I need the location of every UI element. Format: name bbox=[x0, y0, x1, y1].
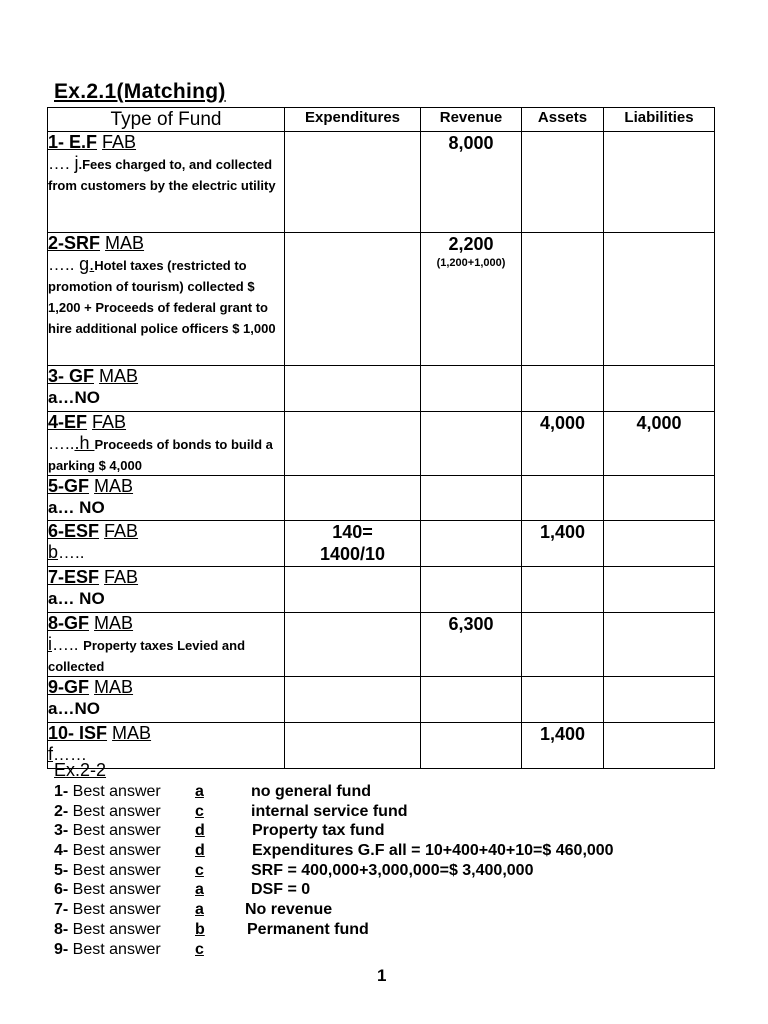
expenditures-cell bbox=[285, 677, 421, 723]
header-assets: Assets bbox=[522, 108, 604, 132]
liabilities-cell bbox=[604, 366, 715, 412]
answer-dots: ….. bbox=[52, 635, 84, 654]
assets-cell bbox=[522, 677, 604, 723]
answer-dots: ….. bbox=[58, 543, 85, 562]
revenue-value: 8,000 bbox=[448, 133, 494, 153]
assets-value: 1,400 bbox=[539, 522, 586, 542]
answer-text: Expenditures G.F all = 10+400+40+10=$ 460,000 bbox=[252, 842, 614, 860]
fund-description: Hotel taxes (restricted to promotion of tourism) collected $ 1,200 + Proceeds of federal grant to hire additional police officers $ 1,000 bbox=[48, 258, 276, 336]
expenditures-cell bbox=[285, 412, 421, 476]
answer-label: Best answer bbox=[68, 783, 161, 800]
answer-dots: ….. bbox=[48, 434, 75, 453]
fund-cell bbox=[48, 132, 285, 233]
header-liabilities: Liabilities bbox=[604, 108, 715, 132]
fund-answer bbox=[48, 153, 284, 195]
liabilities-cell bbox=[604, 521, 715, 567]
fund-cell bbox=[48, 567, 285, 613]
answer-text: no general fund bbox=[251, 783, 371, 800]
header-type-of-fund: Type of Fund bbox=[48, 108, 285, 132]
answer-number: 5- bbox=[54, 861, 69, 879]
answer-text: Permanent fund bbox=[247, 920, 369, 938]
fund-number: 2-SRF bbox=[48, 233, 101, 253]
answer-letter: d bbox=[195, 842, 205, 860]
fund-name bbox=[48, 723, 284, 744]
answer-letter: i bbox=[48, 634, 52, 654]
answer-label: Best answer bbox=[68, 822, 161, 840]
fund-class: MAB bbox=[112, 723, 152, 743]
fund-name bbox=[48, 613, 284, 634]
answer-letter: b bbox=[195, 920, 205, 938]
answer-number: 6- bbox=[54, 881, 69, 899]
fund-class: MAB bbox=[94, 613, 134, 633]
exercise-title: Ex.2.1(Matching) bbox=[54, 80, 226, 103]
fund-class: FAB bbox=[92, 412, 127, 432]
fund-number: 4-EF bbox=[48, 412, 88, 432]
assets-cell bbox=[522, 613, 604, 677]
expenditures-cell bbox=[285, 233, 421, 366]
answer-letter: a bbox=[195, 881, 204, 899]
liabilities-cell bbox=[604, 476, 715, 521]
answer-letter: f bbox=[48, 744, 54, 764]
fund-number: 7-ESF bbox=[48, 567, 100, 587]
expenditures-cell bbox=[285, 723, 421, 769]
expenditures-formula: 1400/10 bbox=[319, 544, 386, 564]
answer-row bbox=[54, 880, 734, 900]
revenue-cell bbox=[421, 476, 522, 521]
answer-letter: c bbox=[195, 940, 204, 958]
table-header-row bbox=[48, 108, 715, 132]
fund-answer: a… NO bbox=[48, 498, 105, 517]
revenue-cell bbox=[421, 521, 522, 567]
assets-cell bbox=[522, 521, 604, 567]
fund-description: Property taxes Levied and collected bbox=[48, 638, 246, 674]
table-row bbox=[48, 476, 715, 521]
fund-name bbox=[48, 521, 284, 542]
answer-label: Best answer bbox=[68, 940, 161, 958]
answer-dots: …… bbox=[53, 745, 88, 764]
fund-answer: a… NO bbox=[48, 589, 105, 608]
answer-number: 1- bbox=[54, 783, 69, 800]
revenue-cell bbox=[421, 132, 522, 233]
expenditures-value: 140= bbox=[332, 522, 373, 542]
answer-row bbox=[54, 841, 734, 861]
expenditures-cell bbox=[285, 366, 421, 412]
revenue-cell bbox=[421, 412, 522, 476]
answer-text: DSF = 0 bbox=[251, 881, 311, 899]
fund-answer bbox=[48, 433, 284, 475]
fund-description: Proceeds of bonds to build a parking $ 4,000 bbox=[48, 437, 273, 473]
answer-row bbox=[54, 821, 734, 841]
revenue-note: (1,200+1,000) bbox=[436, 257, 506, 269]
fund-name bbox=[48, 233, 284, 254]
fund-answer bbox=[48, 634, 284, 676]
answer-letter: a bbox=[195, 783, 204, 800]
fund-class: MAB bbox=[94, 677, 134, 697]
page-number: 1 bbox=[377, 966, 387, 985]
revenue-cell bbox=[421, 723, 522, 769]
fund-name bbox=[48, 567, 284, 588]
answer-label: Best answer bbox=[68, 861, 161, 879]
fund-number: 8-GF bbox=[48, 613, 90, 633]
exercise-2-2-title: Ex.2-2 bbox=[54, 760, 107, 780]
fund-class: FAB bbox=[104, 521, 139, 541]
expenditures-cell bbox=[285, 521, 421, 567]
fund-answer: a…NO bbox=[48, 388, 100, 407]
fund-answer bbox=[48, 542, 284, 563]
assets-cell bbox=[522, 723, 604, 769]
revenue-cell bbox=[421, 613, 522, 677]
assets-value: 1,400 bbox=[539, 724, 586, 744]
answer-number: 3- bbox=[54, 822, 69, 840]
fund-cell bbox=[48, 677, 285, 723]
fund-class: FAB bbox=[102, 132, 137, 152]
assets-cell bbox=[522, 412, 604, 476]
table-row bbox=[48, 132, 715, 233]
fund-cell bbox=[48, 476, 285, 521]
answer-dots: …. bbox=[48, 154, 75, 173]
answer-row bbox=[54, 940, 734, 960]
fund-class: MAB bbox=[99, 366, 139, 386]
liabilities-value: 4,000 bbox=[636, 413, 682, 433]
fund-cell bbox=[48, 233, 285, 366]
fund-cell bbox=[48, 412, 285, 476]
fund-description: .Fees charged to, and collected from customers by the electric utility bbox=[48, 157, 276, 193]
table-row bbox=[48, 412, 715, 476]
revenue-cell bbox=[421, 567, 522, 613]
fund-cell bbox=[48, 366, 285, 412]
assets-cell bbox=[522, 366, 604, 412]
fund-answer bbox=[48, 254, 284, 338]
liabilities-cell bbox=[604, 233, 715, 366]
answer-letter: c bbox=[195, 802, 204, 820]
fund-answer: a…NO bbox=[48, 699, 100, 718]
liabilities-cell bbox=[604, 132, 715, 233]
answer-dots: ….. bbox=[48, 255, 80, 274]
assets-cell bbox=[522, 132, 604, 233]
liabilities-cell bbox=[604, 412, 715, 476]
table-row bbox=[48, 521, 715, 567]
answer-row bbox=[54, 861, 734, 881]
liabilities-cell bbox=[604, 567, 715, 613]
table-row bbox=[48, 366, 715, 412]
revenue-value: 6,300 bbox=[448, 614, 494, 634]
expenditures-cell bbox=[285, 613, 421, 677]
revenue-value: 2,200 bbox=[448, 234, 494, 254]
answer-label: Best answer bbox=[68, 901, 161, 919]
fund-class: FAB bbox=[104, 567, 139, 587]
revenue-cell bbox=[421, 366, 522, 412]
header-revenue: Revenue bbox=[421, 108, 522, 132]
revenue-cell bbox=[421, 233, 522, 366]
answer-letter: .h bbox=[74, 433, 95, 453]
answer-letter: a bbox=[195, 901, 204, 919]
fund-number: 10- ISF bbox=[48, 723, 108, 743]
fund-name bbox=[48, 412, 284, 433]
table-row bbox=[48, 677, 715, 723]
answer-row bbox=[54, 802, 734, 822]
assets-cell bbox=[522, 567, 604, 613]
fund-name bbox=[48, 366, 284, 387]
fund-name bbox=[48, 677, 284, 698]
answer-number: 8- bbox=[54, 920, 69, 938]
fund-cell bbox=[48, 613, 285, 677]
matching-table bbox=[47, 107, 715, 769]
fund-class: MAB bbox=[105, 233, 145, 253]
answer-letter: g. bbox=[79, 254, 95, 274]
fund-name bbox=[48, 132, 284, 153]
answer-number: 7- bbox=[54, 901, 69, 919]
answer-label: Best answer bbox=[68, 842, 161, 860]
answer-number: 4- bbox=[54, 842, 69, 860]
expenditures-cell bbox=[285, 132, 421, 233]
answer-row bbox=[54, 920, 734, 940]
liabilities-cell bbox=[604, 613, 715, 677]
answer-text: SRF = 400,000+3,000,000=$ 3,400,000 bbox=[251, 861, 534, 879]
liabilities-cell bbox=[604, 677, 715, 723]
answer-letter: j bbox=[74, 153, 79, 173]
fund-number: 9-GF bbox=[48, 677, 90, 697]
answer-number: 2- bbox=[54, 802, 69, 820]
best-answer-list bbox=[54, 782, 734, 959]
assets-cell bbox=[522, 233, 604, 366]
fund-number: 3- GF bbox=[48, 366, 95, 386]
answer-letter: d bbox=[195, 822, 205, 840]
answer-text: No revenue bbox=[245, 901, 333, 919]
answer-row bbox=[54, 782, 734, 802]
fund-cell bbox=[48, 521, 285, 567]
fund-name bbox=[48, 476, 284, 497]
answer-label: Best answer bbox=[68, 802, 161, 820]
answer-letter: b bbox=[48, 542, 59, 562]
table-row bbox=[48, 723, 715, 769]
assets-value: 4,000 bbox=[539, 413, 586, 433]
answer-label: Best answer bbox=[68, 881, 161, 899]
answer-row bbox=[54, 900, 734, 920]
table-row bbox=[48, 233, 715, 366]
table-row bbox=[48, 567, 715, 613]
answer-label: Best answer bbox=[68, 920, 161, 938]
fund-number: 1- E.F bbox=[48, 132, 98, 152]
answer-text: Property tax fund bbox=[252, 822, 385, 840]
expenditures-cell bbox=[285, 567, 421, 613]
header-expenditures: Expenditures bbox=[285, 108, 421, 132]
revenue-cell bbox=[421, 677, 522, 723]
fund-number: 5-GF bbox=[48, 476, 90, 496]
fund-number: 6-ESF bbox=[48, 521, 100, 541]
answer-text: internal service fund bbox=[251, 802, 408, 820]
liabilities-cell bbox=[604, 723, 715, 769]
fund-class: MAB bbox=[94, 476, 134, 496]
expenditures-cell bbox=[285, 476, 421, 521]
answer-letter: c bbox=[195, 861, 204, 879]
answer-number: 9- bbox=[54, 940, 69, 958]
assets-cell bbox=[522, 476, 604, 521]
table-row bbox=[48, 613, 715, 677]
